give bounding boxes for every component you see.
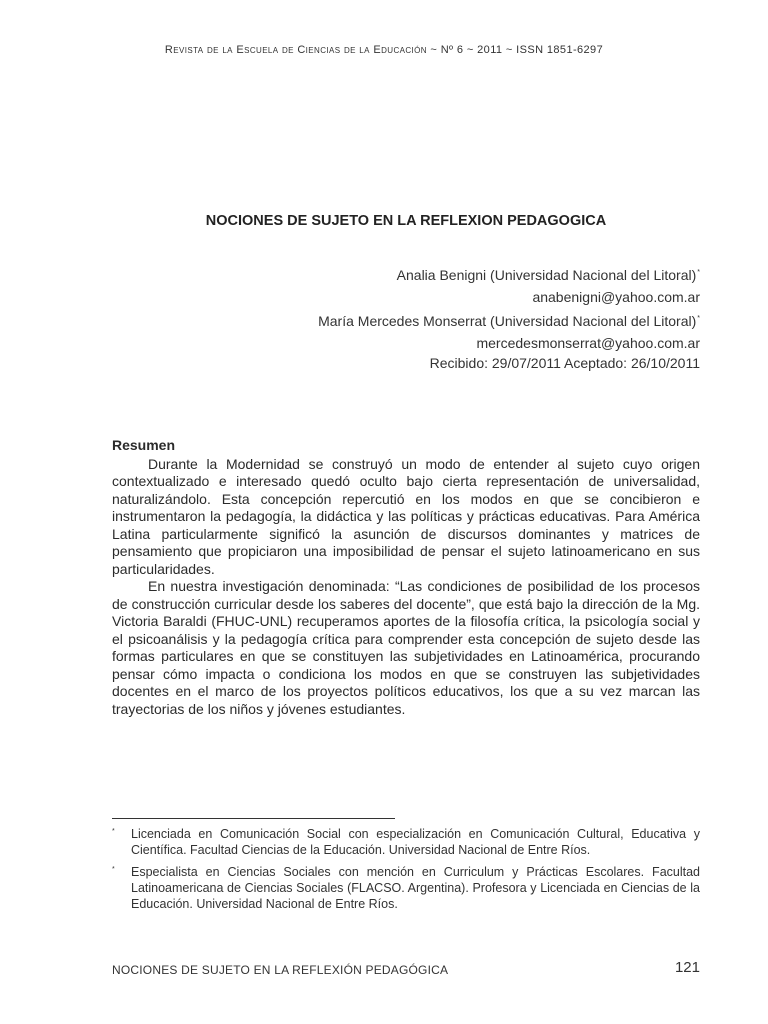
footnote bbox=[112, 826, 700, 858]
abstract-section bbox=[112, 437, 700, 718]
footnote-divider bbox=[112, 818, 395, 819]
footnote-mark: * bbox=[697, 269, 700, 276]
running-head: Revista de la Escuela de Ciencias de la Educación ~ Nº 6 ~ 2011 ~ ISSN 1851-6297 bbox=[164, 44, 604, 56]
article-title: NOCIONES DE SUJETO EN LA REFLEXION PEDAGOGICA bbox=[205, 213, 607, 229]
footnotes bbox=[112, 826, 700, 918]
page-number: 121 bbox=[674, 959, 700, 976]
abstract-heading: Resumen bbox=[112, 437, 176, 453]
abstract-paragraph: En nuestra investigación denominada: “Las condiciones de posibilidad de los procesos de construcción curricular desde los saberes del docente”, que está bajo la dirección de la Mg. Victoria Baraldi (FHUC-UNL) recuperamos aportes de la filosofía crítica, la psicología social y el psicoanálisis y la pedagogía crítica para comprender esta concepción de sujeto desde las formas particulares en que se constituyen las subjetividades en Latinoamérica, procurando pensar cómo impacta o condiciona los modos en que se construyen las subjetividades docentes en el marco de los proyectos políticos educativos, los que a su vez marcan las trayectorias de los niños y jóvenes estudiantes. bbox=[112, 578, 700, 717]
footnote-mark: * bbox=[112, 866, 115, 873]
footnote-mark: * bbox=[112, 828, 115, 835]
footnote-mark: * bbox=[697, 315, 700, 322]
footnote-text: Especialista en Ciencias Sociales con mención en Curriculum y Prácticas Escolares. Facultad Latinoamericana de Ciencias Sociales (FLACSO. Argentina). Profesora y Licenciada en Ciencias de la Educación. Universidad Nacional de Entre Ríos. bbox=[131, 865, 700, 911]
author-email: mercedesmonserrat@yahoo.com.ar bbox=[476, 335, 700, 351]
author-email: anabenigni@yahoo.com.ar bbox=[532, 289, 700, 305]
author-block bbox=[112, 262, 700, 354]
footnote bbox=[112, 864, 700, 912]
received-accepted-dates: Recibido: 29/07/2011 Aceptado: 26/10/2011 bbox=[429, 355, 700, 371]
author-line: Analia Benigni (Universidad Nacional del Litoral)* bbox=[396, 267, 700, 283]
footer-title: NOCIONES DE SUJETO EN LA REFLEXIÓN PEDAGÓGICA bbox=[112, 963, 449, 977]
abstract-paragraph: Durante la Modernidad se construyó un modo de entender al sujeto cuyo origen contextualizado e interesado quedó oculto bajo cierta representación de universalidad, naturalizándolo. Esta concepción repercutió en los modos en que se concibieron e instrumentaron la pedagogía, la didáctica y las políticas y prácticas educativas. Para América Latina particularmente significó la asunción de discursos dominantes y matrices de pensamiento que propiciaron una imposibilidad de pensar el sujeto latinoamericano en sus particularidades. bbox=[112, 455, 700, 577]
footnote-text: Licenciada en Comunicación Social con especialización en Comunicación Cultural, Educativa y Científica. Facultad Ciencias de la Educación. Universidad Nacional de Entre Ríos. bbox=[131, 827, 700, 857]
author-line: María Mercedes Monserrat (Universidad Nacional del Litoral)* bbox=[318, 313, 700, 329]
